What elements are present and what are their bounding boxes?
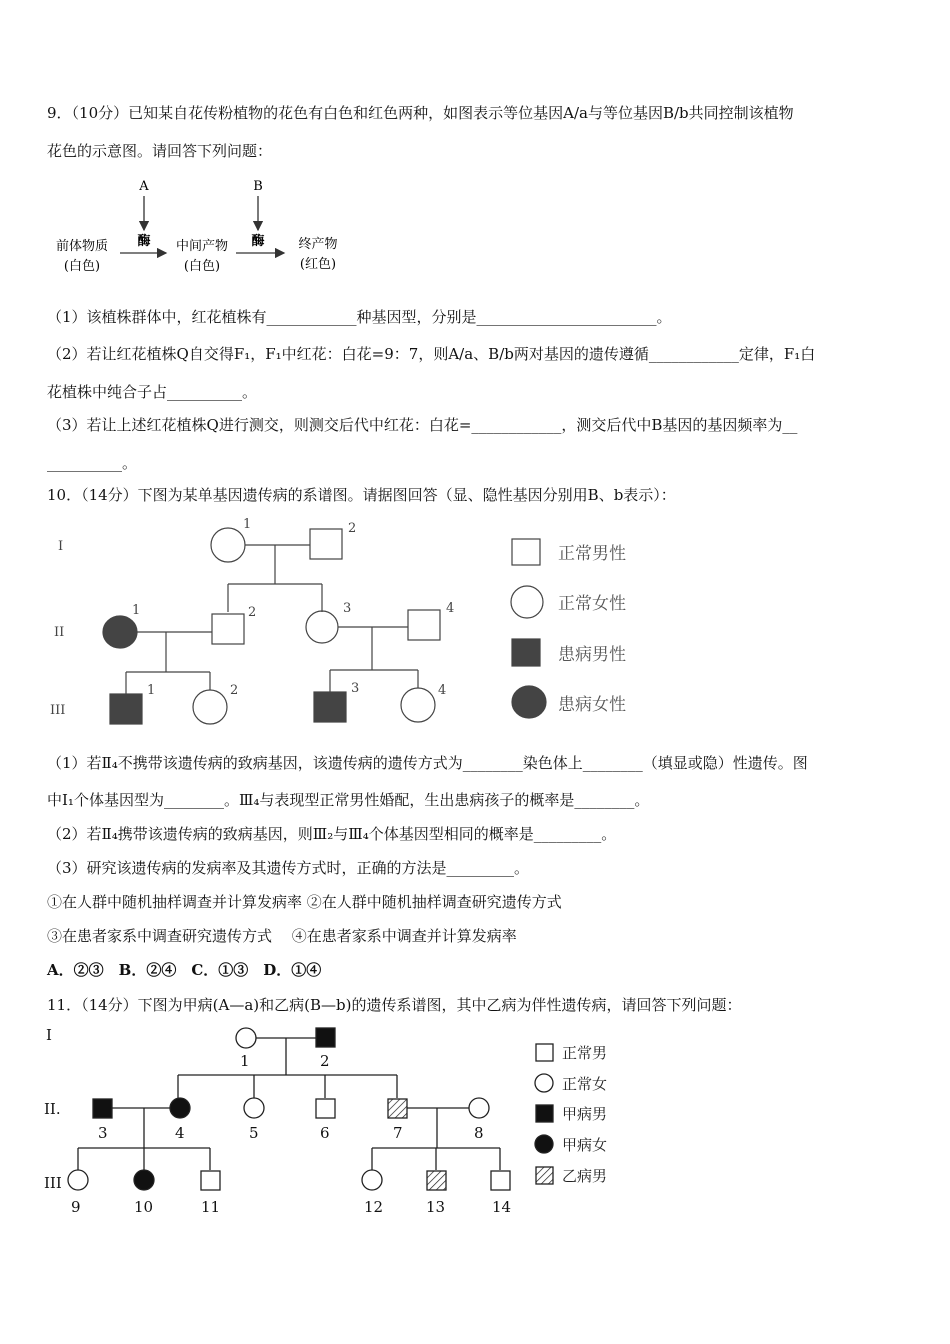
q9-part3-cont: __________。 bbox=[47, 454, 138, 472]
legend-normal-male: 正常男性 bbox=[558, 544, 626, 564]
num-ii1: 1 bbox=[132, 603, 141, 618]
num-iii1: 1 bbox=[147, 683, 156, 698]
q11-legend-jia-male: 甲病男 bbox=[562, 1105, 608, 1123]
q11-gen-i: I bbox=[46, 1026, 52, 1044]
q11-num-6: 6 bbox=[320, 1124, 330, 1142]
q11-num-5: 5 bbox=[249, 1124, 259, 1142]
q10-part3: （3）研究该遗传病的发病率及其遗传方式时，正确的方法是_________。 bbox=[47, 859, 530, 877]
gen-label-ii: II bbox=[54, 625, 65, 640]
q11-num-8: 8 bbox=[474, 1124, 484, 1142]
gen-label-iii: III bbox=[50, 703, 66, 718]
q11-ii7-yi-male bbox=[388, 1099, 407, 1118]
q11-num-7: 7 bbox=[393, 1124, 403, 1142]
q11-iii13-yi-male bbox=[427, 1171, 446, 1190]
q11-ii3-jia-male bbox=[93, 1099, 112, 1118]
pedigree-i1-normal-female bbox=[211, 528, 245, 562]
q10-option-1-2: ①在人群中随机抽样调查并计算发病率 ②在人群中随机抽样调查研究遗传方式 bbox=[47, 893, 562, 911]
pedigree-ii2-normal-male bbox=[212, 614, 244, 644]
q11-iii10-jia-female bbox=[134, 1170, 154, 1190]
precursor-label: 前体物质 bbox=[55, 239, 109, 254]
q11-iii9-normal-female bbox=[68, 1170, 88, 1190]
q10-option-3-4: ③在患者家系中调查研究遗传方式 ④在患者家系中调查并计算发病率 bbox=[47, 927, 517, 945]
q10-pedigree bbox=[40, 512, 660, 737]
num-iii3: 3 bbox=[351, 681, 360, 696]
q11-ii8-normal-female bbox=[469, 1098, 489, 1118]
q11-legend-jia-female-symbol bbox=[535, 1135, 553, 1153]
q10-choices: A．②③ B．②④ C．①③ D．①④ bbox=[47, 961, 322, 979]
q11-num-3: 3 bbox=[98, 1124, 108, 1142]
q10-part2: （2）若Ⅱ₄携带该遗传病的致病基因，则Ⅲ₂与Ⅲ₄个体基因型相同的概率是_________。 bbox=[47, 825, 617, 843]
legend-affected-male: 患病男性 bbox=[558, 645, 626, 665]
q11-legend-normal-female: 正常女 bbox=[562, 1075, 608, 1093]
gen-label-i: I bbox=[58, 539, 64, 554]
pedigree-ii3-normal-female bbox=[306, 611, 338, 643]
enzyme2-label: 酶 bbox=[251, 234, 265, 249]
precursor-color: (白色) bbox=[63, 259, 101, 274]
q11-i1-normal-female bbox=[236, 1028, 256, 1048]
q10-header: 10．（14分）下图为某单基因遗传病的系谱图。请据图回答（显、隐性基因分别用B、b表示）： bbox=[47, 486, 676, 504]
q11-num-9: 9 bbox=[71, 1198, 81, 1216]
gene-b-label: B bbox=[253, 179, 263, 194]
legend-normal-female: 正常女性 bbox=[558, 594, 626, 614]
q11-num-12: 12 bbox=[364, 1198, 384, 1216]
q11-num-14: 14 bbox=[492, 1198, 512, 1216]
num-ii3: 3 bbox=[343, 601, 352, 616]
q11-num-10: 10 bbox=[134, 1198, 154, 1216]
q11-ii5-normal-female bbox=[244, 1098, 264, 1118]
q11-iii12-normal-female bbox=[362, 1170, 382, 1190]
num-iii2: 2 bbox=[230, 683, 239, 698]
num-ii4: 4 bbox=[446, 601, 455, 616]
legend-normal-male-symbol bbox=[512, 539, 540, 565]
num-iii4: 4 bbox=[438, 683, 447, 698]
q11-legend-yi-male-symbol bbox=[536, 1167, 553, 1184]
q11-legend-jia-male-symbol bbox=[536, 1105, 553, 1122]
q11-legend-normal-female-symbol bbox=[535, 1074, 553, 1092]
q11-pedigree bbox=[40, 1020, 640, 1220]
pedigree-iii3-affected-male bbox=[314, 692, 346, 722]
q11-legend-jia-female: 甲病女 bbox=[562, 1136, 608, 1154]
pedigree-iii4-normal-female bbox=[401, 688, 435, 722]
legend-normal-female-symbol bbox=[511, 586, 543, 618]
q11-legend-normal-male: 正常男 bbox=[562, 1044, 608, 1062]
q9-part3: （3）若让上述红花植株Q进行测交，则测交后代中红花：白花=____________，测交后代中B基因的基因频率为__ bbox=[47, 416, 798, 434]
legend-affected-female: 患病女性 bbox=[558, 695, 626, 715]
gene-a-label: A bbox=[139, 179, 149, 194]
q9-pathway-diagram bbox=[40, 172, 360, 282]
q11-gen-iii: III bbox=[44, 1174, 62, 1192]
q11-i2-jia-male bbox=[316, 1028, 335, 1047]
q10-part1: （1）若Ⅱ₄不携带该遗传病的致病基因，该遗传病的遗传方式为________染色体上________（填显或隐）性遗传。图 bbox=[47, 754, 808, 772]
pedigree-iii2-normal-female bbox=[193, 690, 227, 724]
q11-header: 11．（14分）下图为甲病(A—a)和乙病(B—b)的遗传系谱图，其中乙病为伴性遗传病，请回答下列问题： bbox=[47, 996, 742, 1014]
q11-num-13: 13 bbox=[426, 1198, 446, 1216]
q11-gen-ii: II. bbox=[44, 1100, 61, 1118]
q9-part2: （2）若让红花植株Q自交得F₁，F₁中红花：白花=9：7，则A/a、B/b两对基因的遗传遵循____________定律，F₁白 bbox=[47, 345, 816, 363]
q10-part1-cont: 中Ⅰ₁个体基因型为________。Ⅲ₄与表现型正常男性婚配，生出患病孩子的概率是________。 bbox=[47, 791, 650, 809]
intermediate-color: (白色) bbox=[183, 259, 221, 274]
q11-legend-yi-male: 乙病男 bbox=[562, 1167, 608, 1185]
num-ii2: 2 bbox=[248, 605, 257, 620]
q9-part1: （1）该植株群体中，红花植株有____________种基因型，分别是________________________。 bbox=[47, 308, 672, 326]
q11-ii6-normal-male bbox=[316, 1099, 335, 1118]
q11-iii14-normal-male bbox=[491, 1171, 510, 1190]
q11-num-4: 4 bbox=[175, 1124, 185, 1142]
q11-iii11-normal-male bbox=[201, 1171, 220, 1190]
q11-legend-normal-male-symbol bbox=[536, 1044, 553, 1061]
pedigree-i2-normal-male bbox=[310, 529, 342, 559]
num-i1: 1 bbox=[243, 517, 252, 532]
q11-num-2: 2 bbox=[320, 1052, 330, 1070]
legend-affected-male-symbol bbox=[512, 639, 540, 666]
enzyme1-label: 酶 bbox=[137, 234, 151, 249]
q11-num-11: 11 bbox=[201, 1198, 221, 1216]
q11-ii4-jia-female bbox=[170, 1098, 190, 1118]
q11-num-1: 1 bbox=[240, 1052, 250, 1070]
legend-affected-female-symbol bbox=[512, 686, 546, 718]
pedigree-iii1-affected-male bbox=[110, 694, 142, 724]
q9-header: 9．（10分）已知某自花传粉植物的花色有白色和红色两种，如图表示等位基因A/a与等位基因B/b共同控制该植物 bbox=[47, 104, 794, 122]
product-color: (红色) bbox=[299, 257, 337, 272]
pedigree-ii4-normal-male bbox=[408, 610, 440, 640]
q9-part2-cont: 花植株中纯合子占__________。 bbox=[47, 383, 258, 401]
intermediate-label: 中间产物 bbox=[175, 239, 229, 254]
num-i2: 2 bbox=[348, 521, 357, 536]
product-label: 终产物 bbox=[298, 237, 338, 252]
pedigree-ii1-affected-female bbox=[103, 616, 137, 648]
q9-header-cont: 花色的示意图。请回答下列问题： bbox=[47, 142, 273, 160]
